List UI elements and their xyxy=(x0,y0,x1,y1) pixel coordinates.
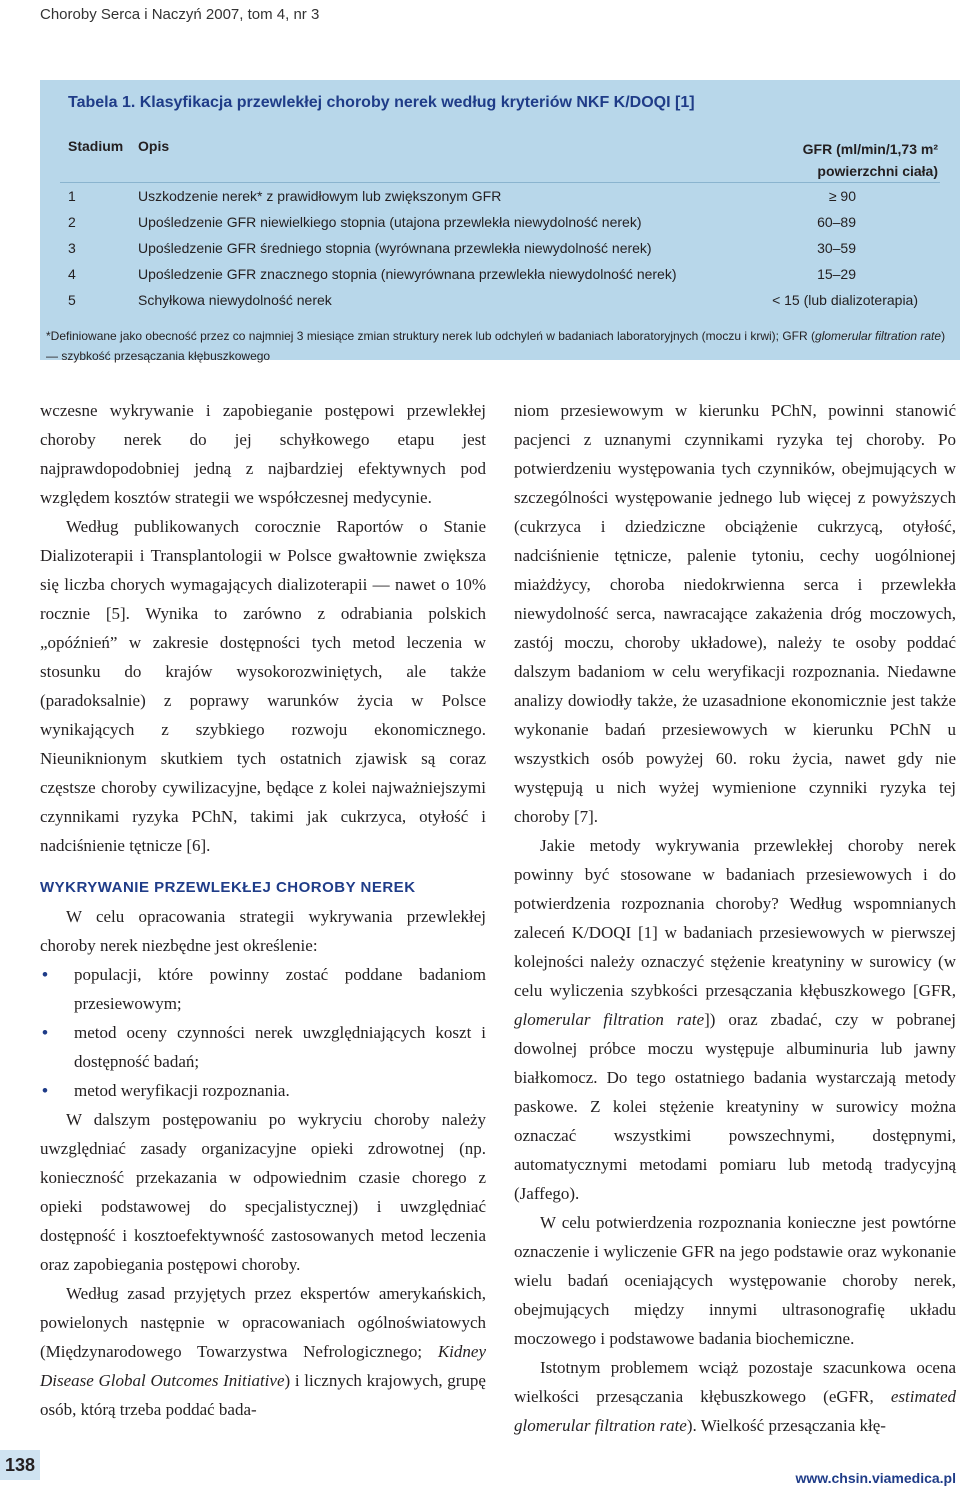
list-item-text: metod oceny czynności nerek uwzględniających koszt i dostępność badań; xyxy=(74,1023,486,1071)
right-paragraph-1: niom przesiewowym w kierunku PChN, powinni stanowić pacjenci z uznanymi czynnikami ryzyka tej choroby. Po potwierdzeniu występowania tych czynników, obejmujących w szczególności występowanie jednego lub więcej z powyższych (cukrzyca i dziedziczne obciążenie cukrzycą, otyłość, nadciśnienie tętnicze, palenie tytoniu, cechy uogólnionej miażdżycy, choroba niedokrwienna serca i przewlekła niewydolność serca, nawracające zakażenia dróg moczowych, zastój moczu, choroby układowe), należy te osoby poddać dalszym badaniom w celu weryfikacji rozpoznania. Niedawne analizy dowiodły także, że uzasadnione ekonomicznie jest także wykonanie badań przesiewowych w kierunku PChN u wszystkich osób powyżej 60. roku życia, nawet gdy nie występują u nich wyżej wymienione czynniki ryzyka tej choroby [7]. xyxy=(514,401,956,826)
column-gfr-header xyxy=(803,138,938,182)
stage-cell: 5 xyxy=(68,292,76,308)
table-row xyxy=(40,188,960,212)
criteria-list xyxy=(40,960,486,1105)
left-p5-italic: Kidney Disease Global Outcomes Initiative xyxy=(40,1342,486,1390)
right-p2-text-a: Jakie metody wykrywania przewlekłej choroby nerek powinny być stosowane w badaniach przesiewowych i do potwierdzenia rozpoznania choroby? Według wspomnianych zaleceń K/DOQI [1] w badaniach przesiewowych w pierwszej kolejności należy oznaczyć stężenie kreatyniny w surowicy (w celu wyliczenia szybkości przesączania kłębuszkowego [GFR, xyxy=(514,836,956,1000)
right-p4-text-a: Istotnym problemem wciąż pozostaje szacunkowa ocena wielkości przesączania kłębuszkowego (eGFR, xyxy=(514,1358,956,1406)
gfr-cell: 60–89 xyxy=(817,214,856,230)
right-p4-italic: estimated glomerular filtration rate xyxy=(514,1387,956,1435)
list-item-text: metod weryfikacji rozpoznania. xyxy=(74,1081,290,1100)
stage-cell: 2 xyxy=(68,214,76,230)
right-paragraph-2 xyxy=(514,831,956,1208)
footnote-italic: glomerular filtration rate xyxy=(815,329,942,343)
table-row xyxy=(40,266,960,290)
description-cell: Uszkodzenie nerek* z prawidłowym lub zwiększonym GFR xyxy=(138,188,502,204)
bullet-icon: • xyxy=(42,965,48,984)
section-heading: WYKRYWANIE PRZEWLEKŁEJ CHOROBY NEREK xyxy=(40,879,416,896)
table-row xyxy=(40,214,960,238)
table-title: Tabela 1. Klasyfikacja przewlekłej choroby nerek według kryteriów NKF K/DOQI [1] xyxy=(68,94,695,111)
column-stage-header: Stadium xyxy=(68,138,124,154)
list-item-text: populacji, które powinny zostać poddane badaniom przesiewowym; xyxy=(74,965,486,1013)
website-link[interactable]: www.chsin.viamedica.pl xyxy=(795,1470,956,1486)
description-cell: Upośledzenie GFR średniego stopnia (wyrównana przewlekła niewydolność nerek) xyxy=(138,240,652,256)
table-row xyxy=(40,240,960,264)
journal-header: Choroby Serca i Naczyń 2007, tom 4, nr 3 xyxy=(40,6,320,23)
right-p2-text-b: ]) oraz zbadać, czy w pobranej dowolnej próbce moczu występuje albuminuria lub jawny białkomocz. Do tego ostatniego badania wystarczają metody paskowe. Z kolei stężenie kreatyniny w surowicy można oznaczać wszystkimi powszechnymi, dostępnymi, automatycznymi metodami pomiaru lub metodą tradycyjną (Jaffego). xyxy=(514,1010,956,1203)
footnote-text-a: *Definiowane jako obecność przez co najmniej 3 miesiące zmian struktury nerek lub odchyleń w badaniach laboratoryjnych (moczu i krwi); GFR ( xyxy=(46,329,816,343)
gfr-header-line1: GFR (ml/min/1,73 m² xyxy=(802,141,938,157)
left-paragraph-2: Według publikowanych corocznie Raportów o Stanie Dializoterapii i Transplantologii w Polsce gwałtownie zwiększa się liczba chorych wymagających dializoterapii — nawet o 10% rocznie [5]. Wynika to zarówno z odrabiania polskich „opóźnień” w zakresie dostępności tych metod leczenia w stosunku do krajów wysokorozwiniętych, ale także (paradoksalnie) z poprawy warunków życia w Polsce wynikających z szybkiego rozwoju ekonomicznego. Nieuniknionym skutkiem tych ostatnich zjawisk są coraz częstsze choroby cywilizacyjne, będące z kolei najważniejszymi czynnikami ryzyka PChN, takimi jak cukrzyca, otyłość i nadciśnienie tętnicze [6]. xyxy=(40,517,486,855)
bullet-icon: • xyxy=(42,1081,48,1100)
gfr-cell: 15–29 xyxy=(817,266,856,282)
left-p5-text-b: ) i licznych krajowych, grupę osób, którą trzeba poddać bada- xyxy=(40,1371,486,1419)
left-p5-text-a: Według zasad przyjętych przez ekspertów amerykańskich, powielonych następnie w opracowaniach ogólnoświatowych (Międzynarodowego Towarzystwa Nefrologicznego; xyxy=(40,1284,486,1361)
list-item xyxy=(40,1076,486,1105)
right-paragraph-4 xyxy=(514,1353,956,1440)
stage-cell: 4 xyxy=(68,266,76,282)
footnote-text-b: ) — szybkość przesączania kłębuszkowego xyxy=(46,329,946,363)
description-cell: Upośledzenie GFR niewielkiego stopnia (utajona przewlekła niewydolność nerek) xyxy=(138,214,642,230)
description-cell: Schyłkowa niewydolność nerek xyxy=(138,292,332,308)
left-paragraph-4: W dalszym postępowaniu po wykryciu choroby należy uwzględniać zasady organizacyjne opieki zdrowotnej (np. konieczność przekazania w odpowiednim czasie chorego z opieki podstawowej do specjalistycznej) i uwzględniać dostępność i kosztoefektywność zastosowanych metod leczenia oraz zapobiegania postępowi choroby. xyxy=(40,1110,486,1274)
table-row xyxy=(40,292,960,316)
column-description-header: Opis xyxy=(138,138,170,154)
table-footnote xyxy=(46,326,958,366)
description-cell: Upośledzenie GFR znacznego stopnia (niewyrównana przewlekła niewydolność nerek) xyxy=(138,266,677,282)
left-paragraph-3: W celu opracowania strategii wykrywania przewlekłej choroby nerek niezbędne jest określenie: xyxy=(40,907,486,955)
table-divider xyxy=(60,182,940,183)
left-paragraph-5 xyxy=(40,1279,486,1424)
list-item xyxy=(40,1018,486,1076)
right-paragraph-3: W celu potwierdzenia rozpoznania konieczne jest powtórne oznaczenie i wyliczenie GFR na jego podstawie oraz wykonanie wielu badań oceniających występowanie choroby nerek, obejmujących między innymi ultrasonografię układu moczowego i podstawowe badania biochemiczne. xyxy=(514,1213,956,1348)
gfr-cell: ≥ 90 xyxy=(828,188,856,204)
stage-cell: 1 xyxy=(68,188,76,204)
stage-cell: 3 xyxy=(68,240,76,256)
bullet-icon: • xyxy=(42,1023,48,1042)
gfr-cell: 30–59 xyxy=(817,240,856,256)
right-p4-text-b: ). Wielkość przesączania kłę- xyxy=(686,1416,886,1435)
page-number: 138 xyxy=(0,1450,40,1480)
left-paragraph-1: wczesne wykrywanie i zapobieganie postępowi przewlekłej choroby nerek do jej schyłkowego etapu jest najprawdopodobniej jedną z najbardziej efektywnych pod względem kosztów strategii we współczesnej medycynie. xyxy=(40,401,486,507)
list-item xyxy=(40,960,486,1018)
gfr-header-line2: powierzchni ciała) xyxy=(817,163,938,179)
left-column xyxy=(40,396,486,1424)
right-column xyxy=(514,396,956,1440)
classification-table xyxy=(40,80,960,363)
gfr-cell: < 15 (lub dializoterapia) xyxy=(772,292,918,308)
right-p2-italic: glomerular filtration rate xyxy=(514,1010,705,1029)
